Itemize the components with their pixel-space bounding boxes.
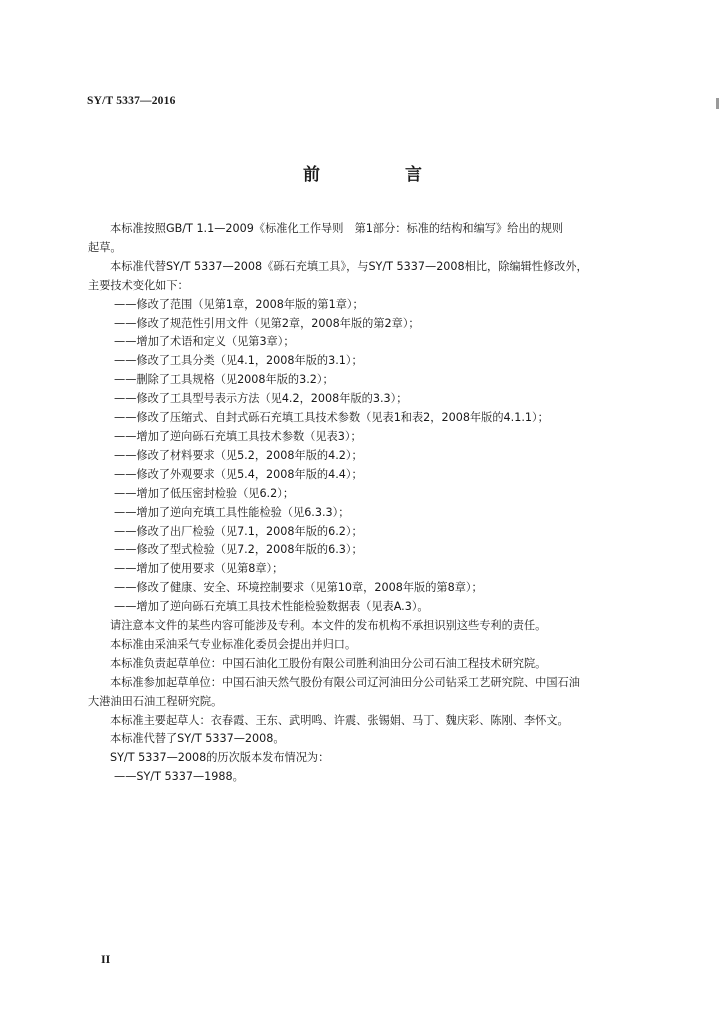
paragraph-continuation: 主要技术变化如下： [88,278,189,292]
patent-notice: 请注意本文件的某些内容可能涉及专利。本文件的发布机构不承担识别这些专利的责任。 [110,619,547,633]
participating-units: 本标准参加起草单位：中国石油天然气股份有限公司辽河油田分公司钻采工艺研究院、中国石油 [110,675,580,689]
drafting-unit: 本标准负责起草单位：中国石油化工股份有限公司胜利油田分公司石油工程技术研究院。 [110,656,547,670]
page-title: 前 言 [303,165,456,185]
change-item: ——增加了术语和定义（见第3章）； [114,335,295,349]
standard-code: SY/T 5337—2016 [87,95,176,107]
change-item: ——增加了逆向充填工具性能检验（见6.3.3）； [114,505,350,519]
history-item: ——SY/T 5337—1988。 [114,770,244,784]
change-item: ——增加了低压密封检验（见6.2）； [114,486,295,500]
change-item: ——删除了工具规格（见2008年版的3.2）； [114,373,334,387]
paragraph: 本标准代替SY/T 5337—2008《砾石充填工具》，与SY/T 5337—2008相比，除编辑性修改外， [110,259,588,273]
change-item: ——修改了范围（见第1章，2008年版的第1章）； [114,297,364,311]
change-item: ——修改了规范性引用文件（见第2章，2008年版的第2章）； [114,316,420,330]
change-item: ——修改了工具型号表示方法（见4.2，2008年版的3.3）； [114,392,408,406]
page-number: II [101,952,111,966]
change-item: ——修改了外观要求（见5.4，2008年版的4.4）； [114,467,363,481]
proposer-statement: 本标准由采油采气专业标准化委员会提出并归口。 [110,637,357,651]
change-item: ——修改了工具分类（见4.1，2008年版的3.1）； [114,354,363,368]
drafters: 本标准主要起草人：衣春霞、王东、武明鸣、许震、张锡娟、马丁、魏庆彩、陈刚、李怀文。 [110,713,569,727]
change-item: ——增加了逆向砾石充填工具技术参数（见表3）； [114,429,362,443]
change-item: ——修改了材料要求（见5.2，2008年版的4.2）； [114,448,363,462]
history-intro: SY/T 5337—2008的历次版本发布情况为： [110,751,330,765]
scan-edge-mark [716,98,719,109]
change-item: ——修改了型式检验（见7.2，2008年版的6.3）； [114,543,363,557]
replacement-statement: 本标准代替了SY/T 5337—2008。 [110,732,285,746]
change-item: ——修改了出厂检验（见7.1，2008年版的6.2）； [114,524,363,538]
paragraph: 本标准按照GB/T 1.1—2009《标准化工作导则 第1部分：标准的结构和编写》给出的规则 [110,222,564,235]
change-item: ——修改了压缩式、自封式砾石充填工具技术参数（见表1和表2，2008年版的4.1.1）； [114,411,549,425]
body-text [88,220,658,787]
paragraph-continuation: 起草。 [88,240,122,254]
change-item: ——增加了逆向砾石充填工具技术性能检验数据表（见表A.3）。 [114,600,429,614]
change-item: ——修改了健康、安全、环境控制要求（见第10章，2008年版的第8章）； [114,581,483,595]
participating-units-continuation: 大港油田石油工程研究院。 [88,694,223,708]
change-item: ——增加了使用要求（见第8章）； [114,562,284,576]
